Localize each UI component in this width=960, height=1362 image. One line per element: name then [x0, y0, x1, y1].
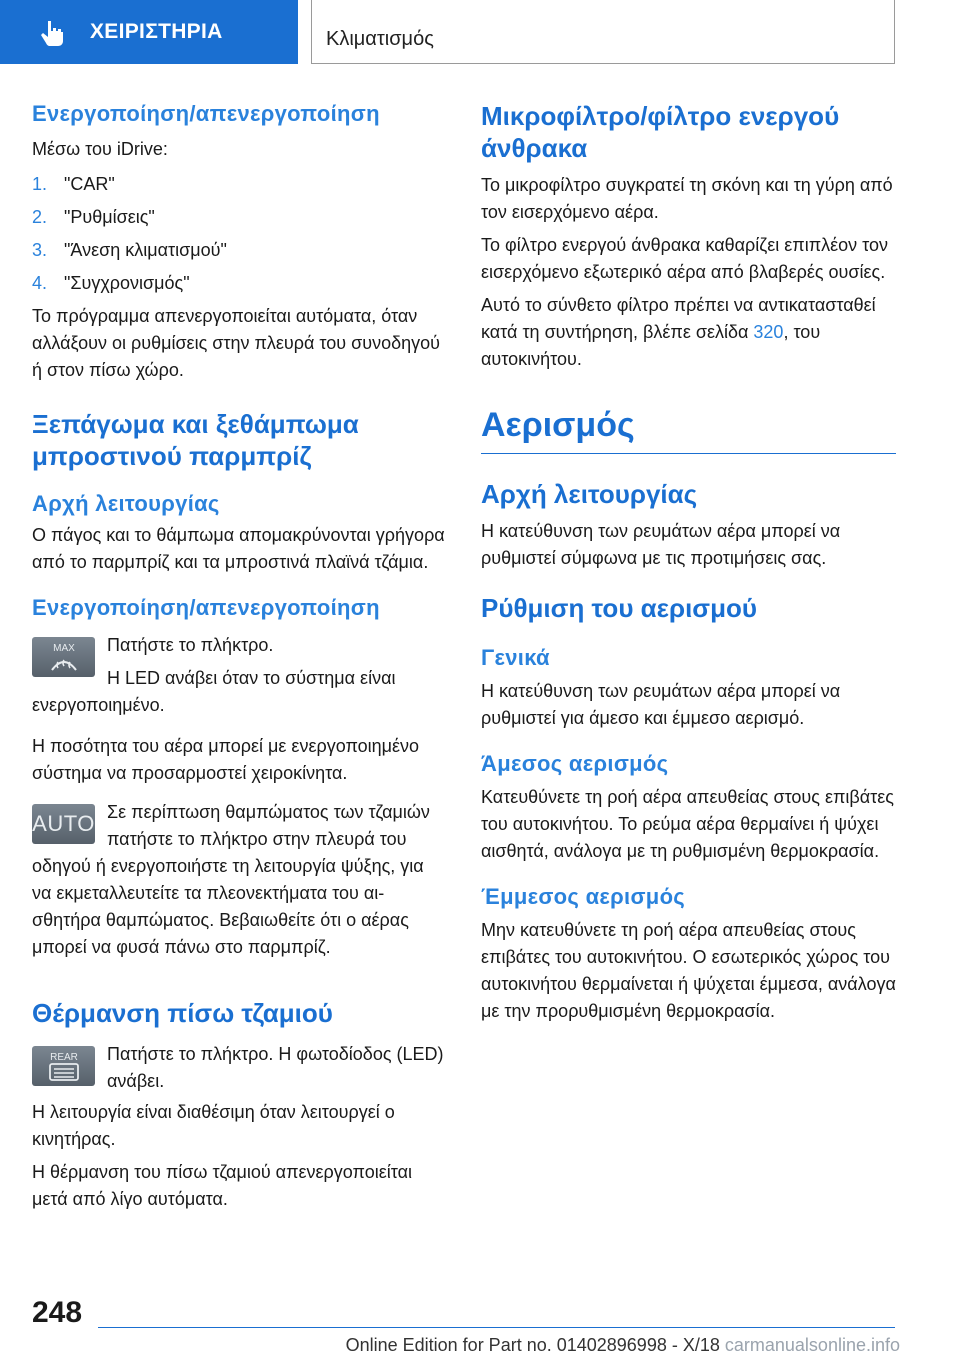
right-column: [481, 100, 896, 1025]
idrive-intro: Μέσω του iDrive:: [32, 139, 168, 159]
footer-edition: Online Edition for Part no. 01402896998 - X/18 carmanualsonline.info: [345, 1335, 900, 1355]
rear-label: REAR: [49, 1052, 78, 1063]
section-heading-defrost: Ξεπάγωμα και ξεθάμπωμα μπροστινού παρμπρίζ: [32, 409, 359, 471]
rear-available-text: Η λειτουργία είναι διαθέσιμη όταν λειτουργεί ο κινητήρας.: [32, 1102, 395, 1149]
section-heading-activation: Ενεργοποίηση/απενεργοποίηση: [32, 101, 380, 126]
max-defrost-button-icon: [32, 637, 95, 677]
idrive-steps: [32, 171, 447, 297]
page-number: 248: [32, 1296, 83, 1329]
footer-divider: [98, 1327, 895, 1328]
auto-button-block: [32, 799, 447, 961]
defrost-principle-text: Ο πάγος και το θάμπωμα απομακρύνονται γρήγορα από το παρμπρίζ και τα μπροστινά πλαϊνά τζάμια.: [32, 525, 445, 572]
page-reference-link[interactable]: 320: [753, 322, 784, 342]
subheading-general: Γενικά: [481, 645, 550, 670]
chapter-heading-ventilation: [481, 403, 896, 454]
indirect-text: Μην κατευθύνετε τη ροή αέρα απευθείας στους επιβάτες του αυτοκινήτου. Ο εσωτερικός χώρος του αυτοκινήτου θερμαίνεται ή ψύχεται έμμεσα, ανάλογα με την προρυθμισμένη θερμοκρασία.: [481, 920, 896, 1021]
section-heading-filter: Μικροφίλτρο/φίλτρο ενεργού άνθρακα: [481, 101, 840, 163]
list-item: 3. "Άνεση κλιματισμού": [32, 240, 227, 260]
rear-button-block: [32, 1041, 447, 1095]
vent-principle-text: Η κατεύθυνση των ρευμάτων αέρα μπορεί να ρυθμιστεί σύμφωνα με τις προτιμήσεις σας.: [481, 521, 841, 568]
subheading-activation: Ενεργοποίηση/απενεργοποίηση: [32, 595, 380, 620]
general-text: Η κατεύθυνση των ρευμάτων αέρα μπορεί να ρυθμιστεί για άμεσο και έμμεσο αερισμό.: [481, 681, 841, 728]
section-tab[interactable]: [0, 0, 298, 64]
subheading-principle: Αρχή λειτουργίας: [32, 491, 220, 516]
section-tab-label: ΧΕΙΡΙΣΤΗΡΙΑ: [90, 20, 223, 43]
filter-text-2: Το φίλτρο ενεργού άνθρακα καθαρίζει επιπλέον τον εισερχόμενο εξωτερικό αέρα από βλαβερές ουσίες.: [481, 235, 889, 282]
direct-text: Κατευθύνετε τη ροή αέρα απευθείας στους επιβάτες του αυτοκινήτου. Το ρεύμα αέρα θερμαίνει ή ψύχει αισθητά, ανάλογα με τη ρυθμισμένη θερμοκρασία.: [481, 787, 894, 861]
section-heading-rear-heating: Θέρμανση πίσω τζαμιού: [32, 998, 333, 1028]
filter-text-1: Το μικροφίλτρο συγκρατεί τη σκόνη και τη γύρη από τον εισερχόμενο αέρα.: [481, 175, 893, 222]
auto-button-icon: AUTO: [32, 804, 95, 844]
max-button-block: [32, 632, 447, 719]
ventilation-title: Αερισμός: [481, 406, 635, 444]
rear-auto-off-text: Η θέρμανση του πίσω τζαμιού απενεργοποιείται μετά από λίγο αυτόματα.: [32, 1162, 413, 1209]
section-heading-vent-principle: Αρχή λειτουργίας: [481, 479, 698, 509]
rear-press-text: Πατήστε το πλήκτρο. Η φωτοδίοδος (LED) ανάβει.: [107, 1044, 444, 1091]
max-press-text: Πατήστε το πλήκτρο.: [107, 635, 274, 655]
watermark: carmanualsonline.info: [724, 1335, 900, 1355]
list-item: 4. "Συγχρονισμός": [32, 273, 190, 293]
list-item: 2. "Ρυθμίσεις": [32, 207, 155, 227]
hand-pointer-icon: [38, 17, 68, 47]
sync-note: Το πρόγραμμα απενεργοποιείται αυτόματα, όταν αλλάξουν οι ρυθμίσεις στην πλευρά του συνοδηγού ή στον πίσω χώρο.: [32, 306, 440, 380]
rear-defrost-button-icon: [32, 1046, 95, 1086]
max-label: MAX: [52, 643, 75, 654]
subheading-indirect: Έμμεσος αερισμός: [481, 884, 686, 909]
left-column: [32, 100, 447, 1213]
subheading-direct: Άμεσος αερισμός: [481, 751, 669, 776]
section-heading-vent-setting: Ρύθμιση του αερισμού: [481, 593, 758, 623]
air-amount-text: Η ποσότητα του αέρα μπορεί με ενεργοποιημένο σύστημα να προσαρμοστεί χειροκίνητα.: [32, 736, 420, 783]
auto-fog-text: Σε περίπτωση θαμπώματος των τζαμιών πατήστε το πλήκτρο στην πλευρά του οδηγού ή ενεργοποιήστε τη λειτουργία ψύξης, για να εκμεταλλευτείτε τα πλεονεκτήματα του αισθητήρα θαμπώματος. Βεβαιωθείτε ότι ο αέρας μπορεί να φυσά πάνω στο παρμπρίζ.: [32, 802, 430, 957]
chapter-title: Κλιματισμός: [311, 0, 895, 64]
list-item: 1. "CAR": [32, 174, 115, 194]
max-led-text: Η LED ανάβει όταν το σύστημα είναι ενεργοποιημένο.: [32, 668, 396, 715]
filter-text-3: Αυτό το σύνθετο φίλτρο πρέπει να αντικατασταθεί κατά τη συντήρηση, βλέπε σελίδα 320, του αυτοκινήτου.: [481, 295, 876, 369]
